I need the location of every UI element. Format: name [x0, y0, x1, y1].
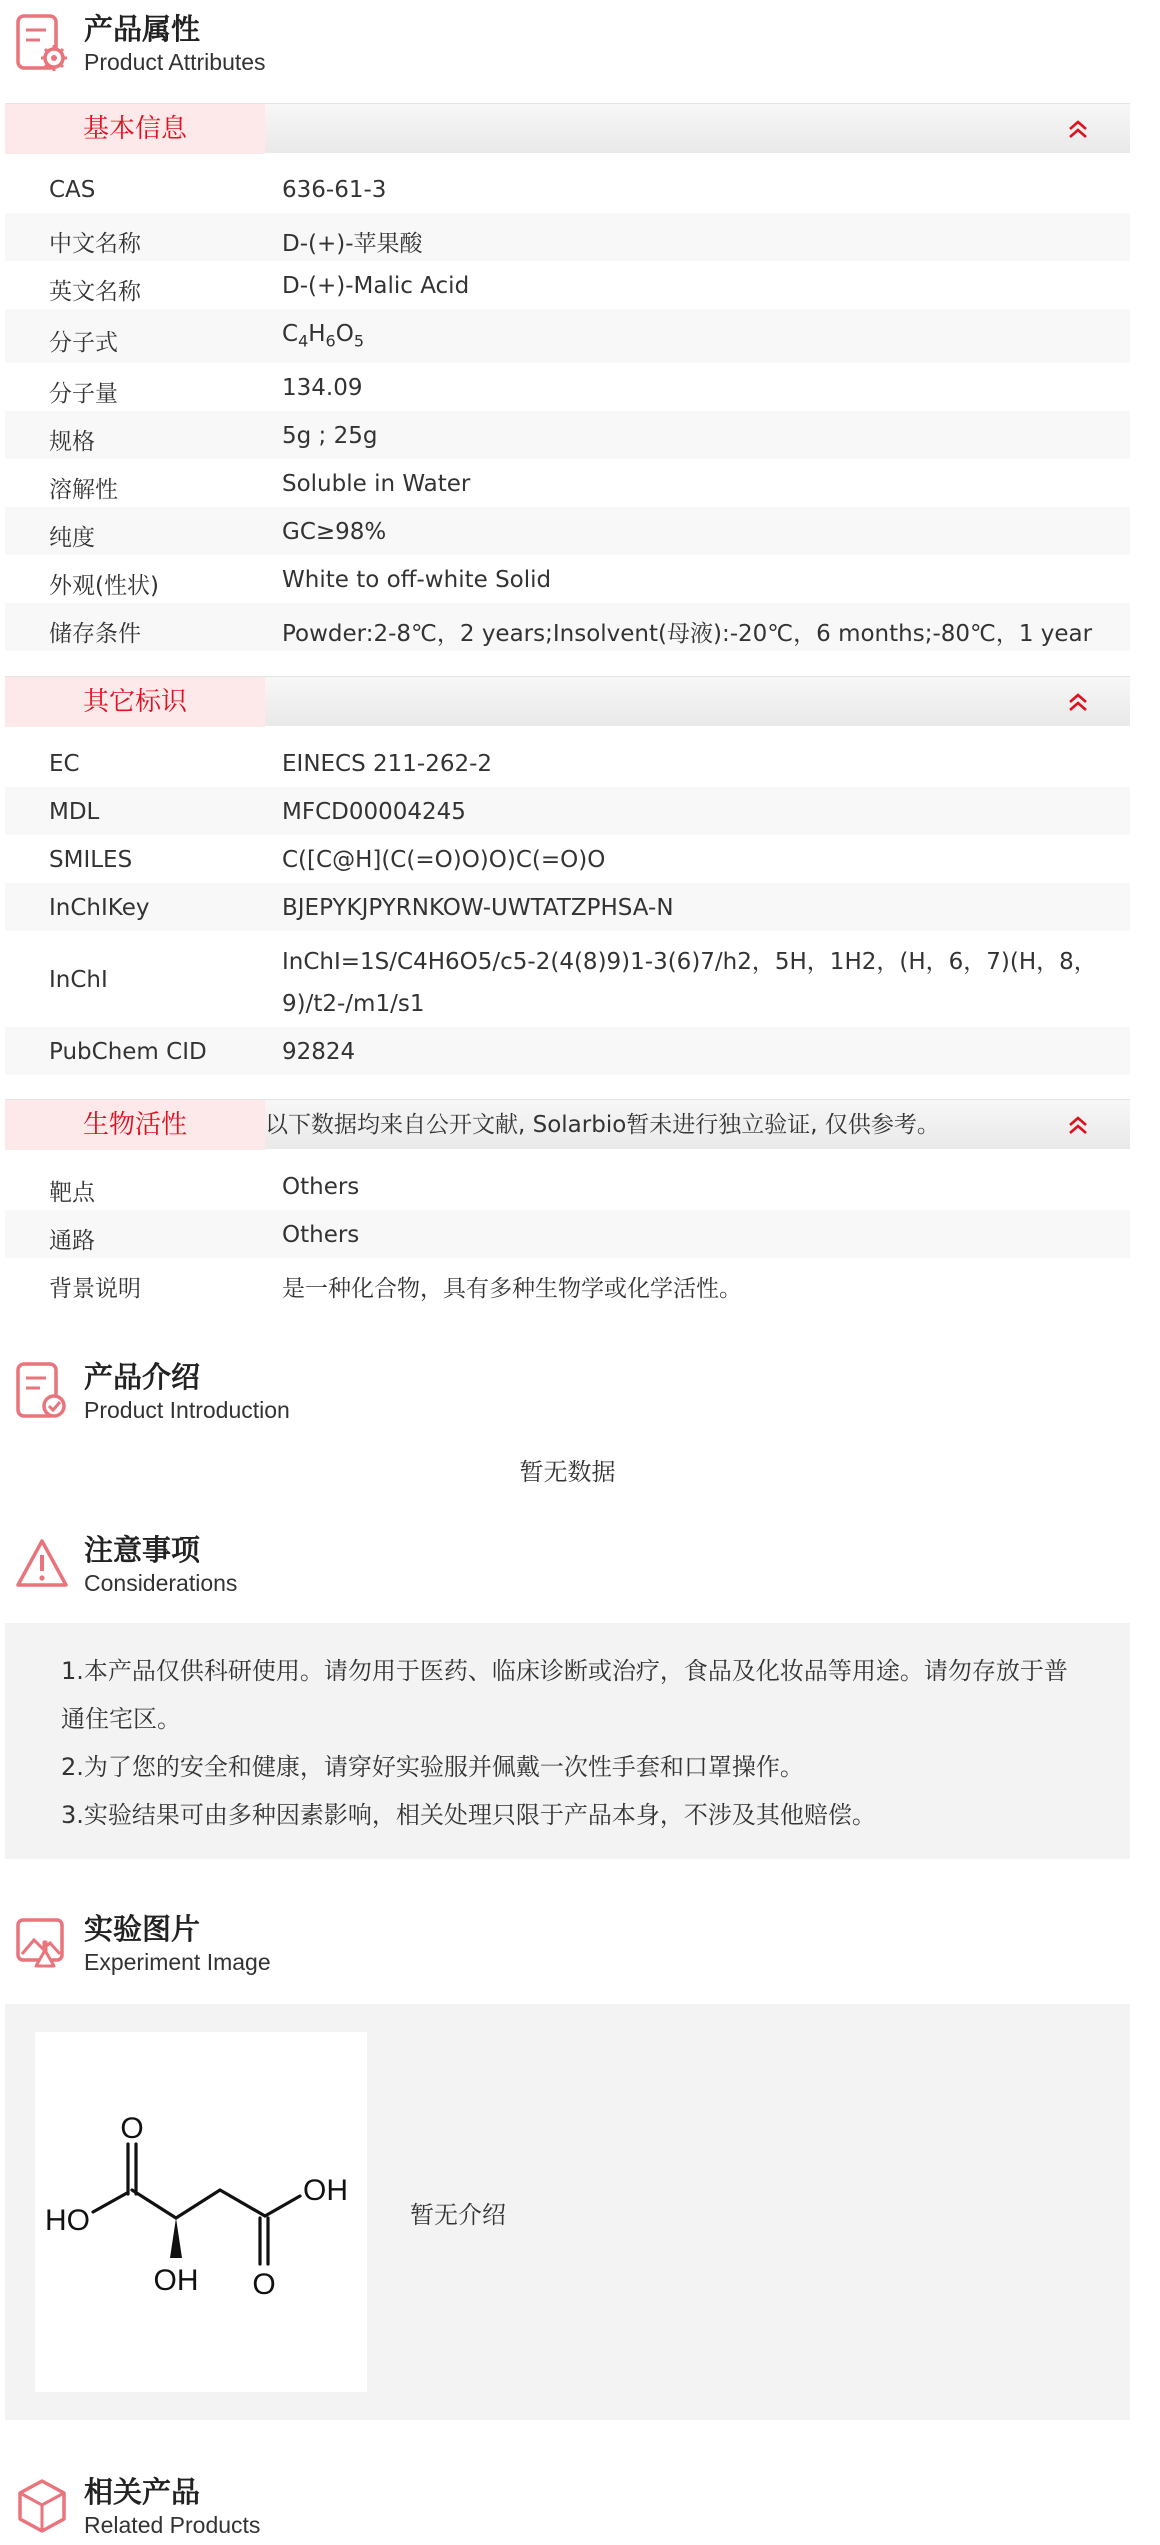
row-key: 规格 — [49, 429, 95, 455]
basic-info-label: 基本信息 — [5, 104, 265, 154]
table-row — [5, 261, 1130, 309]
table-row — [5, 603, 1130, 651]
svg-text:O: O — [252, 2268, 276, 2301]
table-row — [5, 555, 1130, 603]
malic-acid-structure — [35, 2032, 367, 2392]
introduction-empty: 暂无数据 — [519, 1458, 616, 1486]
row-value-line1: InChI=1S/C4H6O5/c5-2(4(8)9)1-3(6)7/h2，5H，1H2，(H，6，7)(H，8， — [282, 949, 1097, 975]
collapse-chevron-up-icon[interactable] — [1066, 690, 1090, 714]
row-value: Others — [282, 1222, 360, 1248]
table-row — [5, 165, 1130, 213]
table-row — [5, 883, 1130, 931]
row-key: 外观(性状) — [49, 573, 159, 599]
row-value: D-(+)-Malic Acid — [282, 273, 470, 299]
table-row — [5, 835, 1130, 883]
row-key: 通路 — [49, 1228, 95, 1254]
table-row — [5, 1027, 1130, 1075]
experiment-title: 实验图片 — [84, 1912, 201, 1946]
related-header — [14, 2475, 714, 2545]
row-value: D-(+)-苹果酸 — [282, 231, 423, 257]
collapse-chevron-up-icon[interactable] — [1066, 117, 1090, 141]
row-key: InChI — [49, 967, 108, 993]
table-row — [5, 1162, 1130, 1210]
considerations-title: 注意事项 — [84, 1533, 201, 1567]
warning-icon — [14, 1533, 70, 1597]
related-title: 相关产品 — [84, 2475, 201, 2509]
row-key: 背景说明 — [49, 1276, 141, 1302]
table-row — [5, 213, 1130, 261]
table-row — [5, 1258, 1130, 1306]
consideration-line: 通住宅区。 — [61, 1705, 181, 1733]
table-row — [5, 787, 1130, 835]
row-value: 5g ; 25g — [282, 423, 378, 449]
bio-activity-bar[interactable] — [5, 1099, 1130, 1149]
considerations-header — [14, 1533, 714, 1603]
experiment-header — [14, 1912, 714, 1982]
row-key: MDL — [49, 799, 100, 825]
attributes-header — [14, 12, 714, 82]
other-ids-label: 其它标识 — [5, 677, 265, 727]
bio-activity-label: 生物活性 — [5, 1100, 265, 1150]
row-value: Powder:2-8℃，2 years;Insolvent(母液):-20℃，6 months;-80℃，1 year — [282, 621, 1093, 647]
experiment-caption: 暂无介绍 — [410, 2201, 506, 2229]
table-row — [5, 1210, 1130, 1258]
row-key: InChIKey — [49, 895, 150, 921]
consideration-line: 1.本产品仅供科研使用。请勿用于医药、临床诊断或治疗，食品及化妆品等用途。请勿存放于普 — [61, 1657, 1068, 1685]
introduction-header — [14, 1360, 714, 1430]
considerations-box — [5, 1623, 1130, 1859]
row-key: EC — [49, 751, 80, 777]
attributes-subtitle: Product Attributes — [84, 49, 266, 75]
row-value: 92824 — [282, 1039, 356, 1065]
row-key: CAS — [49, 177, 96, 203]
row-key: 纯度 — [49, 525, 95, 551]
row-value: Soluble in Water — [282, 471, 471, 497]
table-row — [5, 309, 1130, 363]
svg-text:OH: OH — [303, 2174, 348, 2207]
document-gear-icon — [14, 12, 70, 76]
table-row — [5, 459, 1130, 507]
row-value: MFCD00004245 — [282, 799, 466, 825]
table-row — [5, 363, 1130, 411]
row-key: 分子式 — [49, 330, 118, 356]
table-row — [5, 507, 1130, 555]
row-value: Others — [282, 1174, 360, 1200]
consideration-line: 3.实验结果可由多种因素影响，相关处理只限于产品本身，不涉及其他赔偿。 — [61, 1801, 876, 1829]
row-key: 中文名称 — [49, 231, 141, 257]
box-icon — [14, 2475, 70, 2539]
row-key: 英文名称 — [49, 279, 141, 305]
row-value: C([C@H](C(=O)O)O)C(=O)O — [282, 847, 606, 873]
experiment-subtitle: Experiment Image — [84, 1949, 271, 1975]
other-ids-bar[interactable] — [5, 676, 1130, 726]
row-key: 溶解性 — [49, 477, 118, 503]
bio-activity-disclaimer: 以下数据均来自公开文献, Solarbio暂未进行独立验证, 仅供参考。 — [265, 1112, 940, 1138]
basic-info-bar[interactable] — [5, 103, 1130, 153]
row-value: White to off-white Solid — [282, 567, 552, 593]
introduction-subtitle: Product Introduction — [84, 1397, 290, 1423]
row-key: PubChem CID — [49, 1039, 207, 1065]
svg-text:OH: OH — [153, 2264, 199, 2297]
collapse-chevron-up-icon[interactable] — [1066, 1113, 1090, 1137]
svg-text:O: O — [120, 2112, 144, 2145]
row-key: 分子量 — [49, 381, 118, 407]
svg-text:HO: HO — [45, 2204, 90, 2237]
row-value: 134.09 — [282, 375, 363, 401]
table-row — [5, 411, 1130, 459]
row-key: 靶点 — [49, 1180, 95, 1206]
structure-image[interactable] — [35, 2032, 367, 2392]
row-value: BJEPYKJPYRNKOW-UWTATZPHSA-N — [282, 895, 674, 921]
image-flask-icon — [14, 1912, 70, 1976]
row-value-line2: 9)/t2-/m1/s1 — [282, 991, 425, 1017]
consideration-line: 2.为了您的安全和健康，请穿好实验服并佩戴一次性手套和口罩操作。 — [61, 1753, 804, 1781]
considerations-subtitle: Considerations — [84, 1570, 238, 1596]
experiment-box — [5, 2004, 1130, 2420]
document-check-icon — [14, 1360, 70, 1424]
row-value: EINECS 211-262-2 — [282, 751, 493, 777]
row-key: SMILES — [49, 847, 133, 873]
attributes-title: 产品属性 — [84, 12, 201, 46]
table-row — [5, 931, 1130, 1027]
row-value: 是一种化合物，具有多种生物学或化学活性。 — [282, 1276, 742, 1302]
row-value: GC≥98% — [282, 519, 387, 545]
introduction-title: 产品介绍 — [84, 1360, 201, 1394]
related-subtitle: Related Products — [84, 2512, 261, 2538]
molecular-formula: $C_4H_6O_5$ — [282, 321, 365, 351]
table-row — [5, 739, 1130, 787]
row-key: 储存条件 — [49, 621, 141, 647]
row-value: 636-61-3 — [282, 177, 387, 203]
